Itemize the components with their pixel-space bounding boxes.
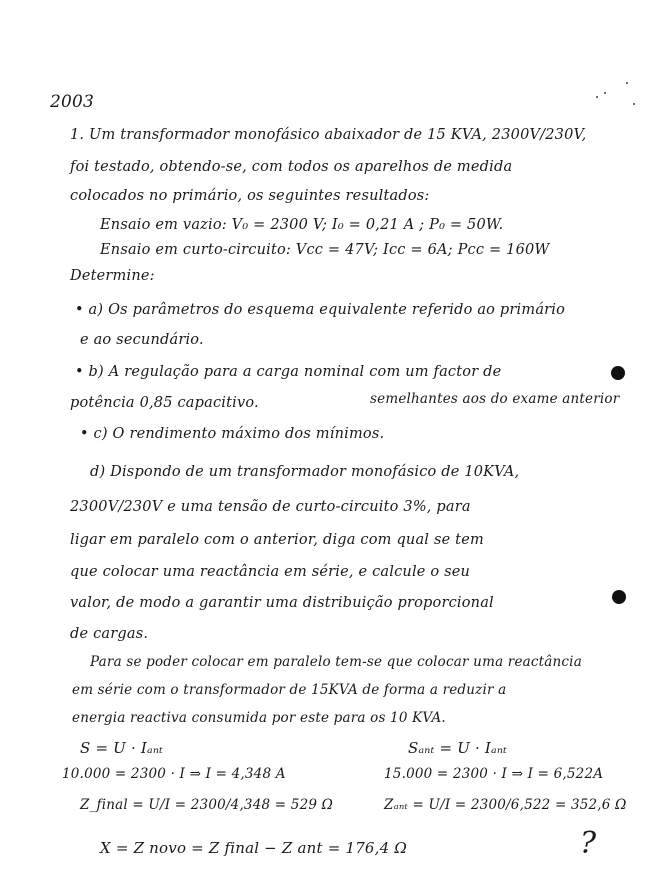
problem-line-1: 1. Um transformador monofásico abaixador de 15 KVA, 2300V/230V, bbox=[70, 127, 587, 143]
item-d-line-2: 2300V/230V e uma tensão de curto-circuito 3%, para bbox=[70, 499, 471, 515]
item-d-line-1: d) Dispondo de um transformador monofásico de 10KVA, bbox=[90, 464, 520, 480]
calc-left-formula-3: Z_final = U/I = 2300/4,348 = 529 Ω bbox=[80, 797, 334, 813]
question-mark: ? bbox=[580, 826, 597, 861]
problem-line-3: colocados no primário, os seguintes resultados: bbox=[70, 188, 430, 204]
item-b-note: semelhantes aos do exame anterior bbox=[370, 391, 620, 407]
item-b-line-1: • b) A regulação para a carga nominal com um factor de bbox=[75, 364, 502, 380]
item-a-line-2: e ao secundário. bbox=[80, 332, 204, 348]
scan-speck bbox=[604, 92, 606, 94]
item-d-line-3: ligar em paralelo com o anterior, diga com qual se tem bbox=[70, 532, 484, 548]
punch-hole-dot bbox=[611, 366, 625, 380]
test-no-load: Ensaio em vazio: V₀ = 2300 V; I₀ = 0,21 A ; P₀ = 50W. bbox=[100, 217, 504, 233]
calc-right-formula-2: 15.000 = 2300 · I ⇒ I = 6,522A bbox=[384, 766, 604, 782]
test-short-circuit: Ensaio em curto-circuito: Vcc = 47V; Icc = 6A; Pcc = 160W bbox=[100, 242, 550, 258]
item-b-line-2: potência 0,85 capacitivo. bbox=[70, 395, 259, 411]
item-d-line-5: valor, de modo a garantir uma distribuição proporcional bbox=[70, 595, 494, 611]
scan-speck bbox=[626, 82, 628, 84]
calc-right-formula-1: Sₐₙₜ = U · Iₐₙₜ bbox=[408, 739, 508, 757]
item-a-line-1: • a) Os parâmetros do esquema equivalente referido ao primário bbox=[75, 302, 566, 318]
calc-left-formula-1: S = U · Iₐₙₜ bbox=[80, 739, 164, 757]
answer-line-3: energia reactiva consumida por este para os 10 KVA. bbox=[72, 710, 446, 726]
item-d-line-6: de cargas. bbox=[70, 626, 149, 642]
calc-left-formula-2: 10.000 = 2300 · I ⇒ I = 4,348 A bbox=[62, 766, 286, 782]
calc-final-formula: X = Z novo = Z final − Z ant = 176,4 Ω bbox=[100, 839, 407, 857]
answer-line-1: Para se poder colocar em paralelo tem-se que colocar uma reactância bbox=[90, 654, 582, 670]
scan-speck bbox=[596, 96, 598, 98]
calc-right-formula-3: Zₐₙₜ = U/I = 2300/6,522 = 352,6 Ω bbox=[384, 797, 627, 813]
punch-hole-dot bbox=[612, 590, 626, 604]
year-heading: 2003 bbox=[50, 92, 95, 112]
item-d-line-4: que colocar uma reactância em série, e calcule o seu bbox=[70, 564, 471, 580]
answer-line-2: em série com o transformador de 15KVA de forma a reduzir a bbox=[72, 682, 507, 698]
scan-speck bbox=[633, 103, 635, 105]
item-c-line: • c) O rendimento máximo dos mínimos. bbox=[80, 426, 385, 442]
problem-line-2: foi testado, obtendo-se, com todos os aparelhos de medida bbox=[70, 159, 513, 175]
determine-label: Determine: bbox=[70, 268, 155, 284]
